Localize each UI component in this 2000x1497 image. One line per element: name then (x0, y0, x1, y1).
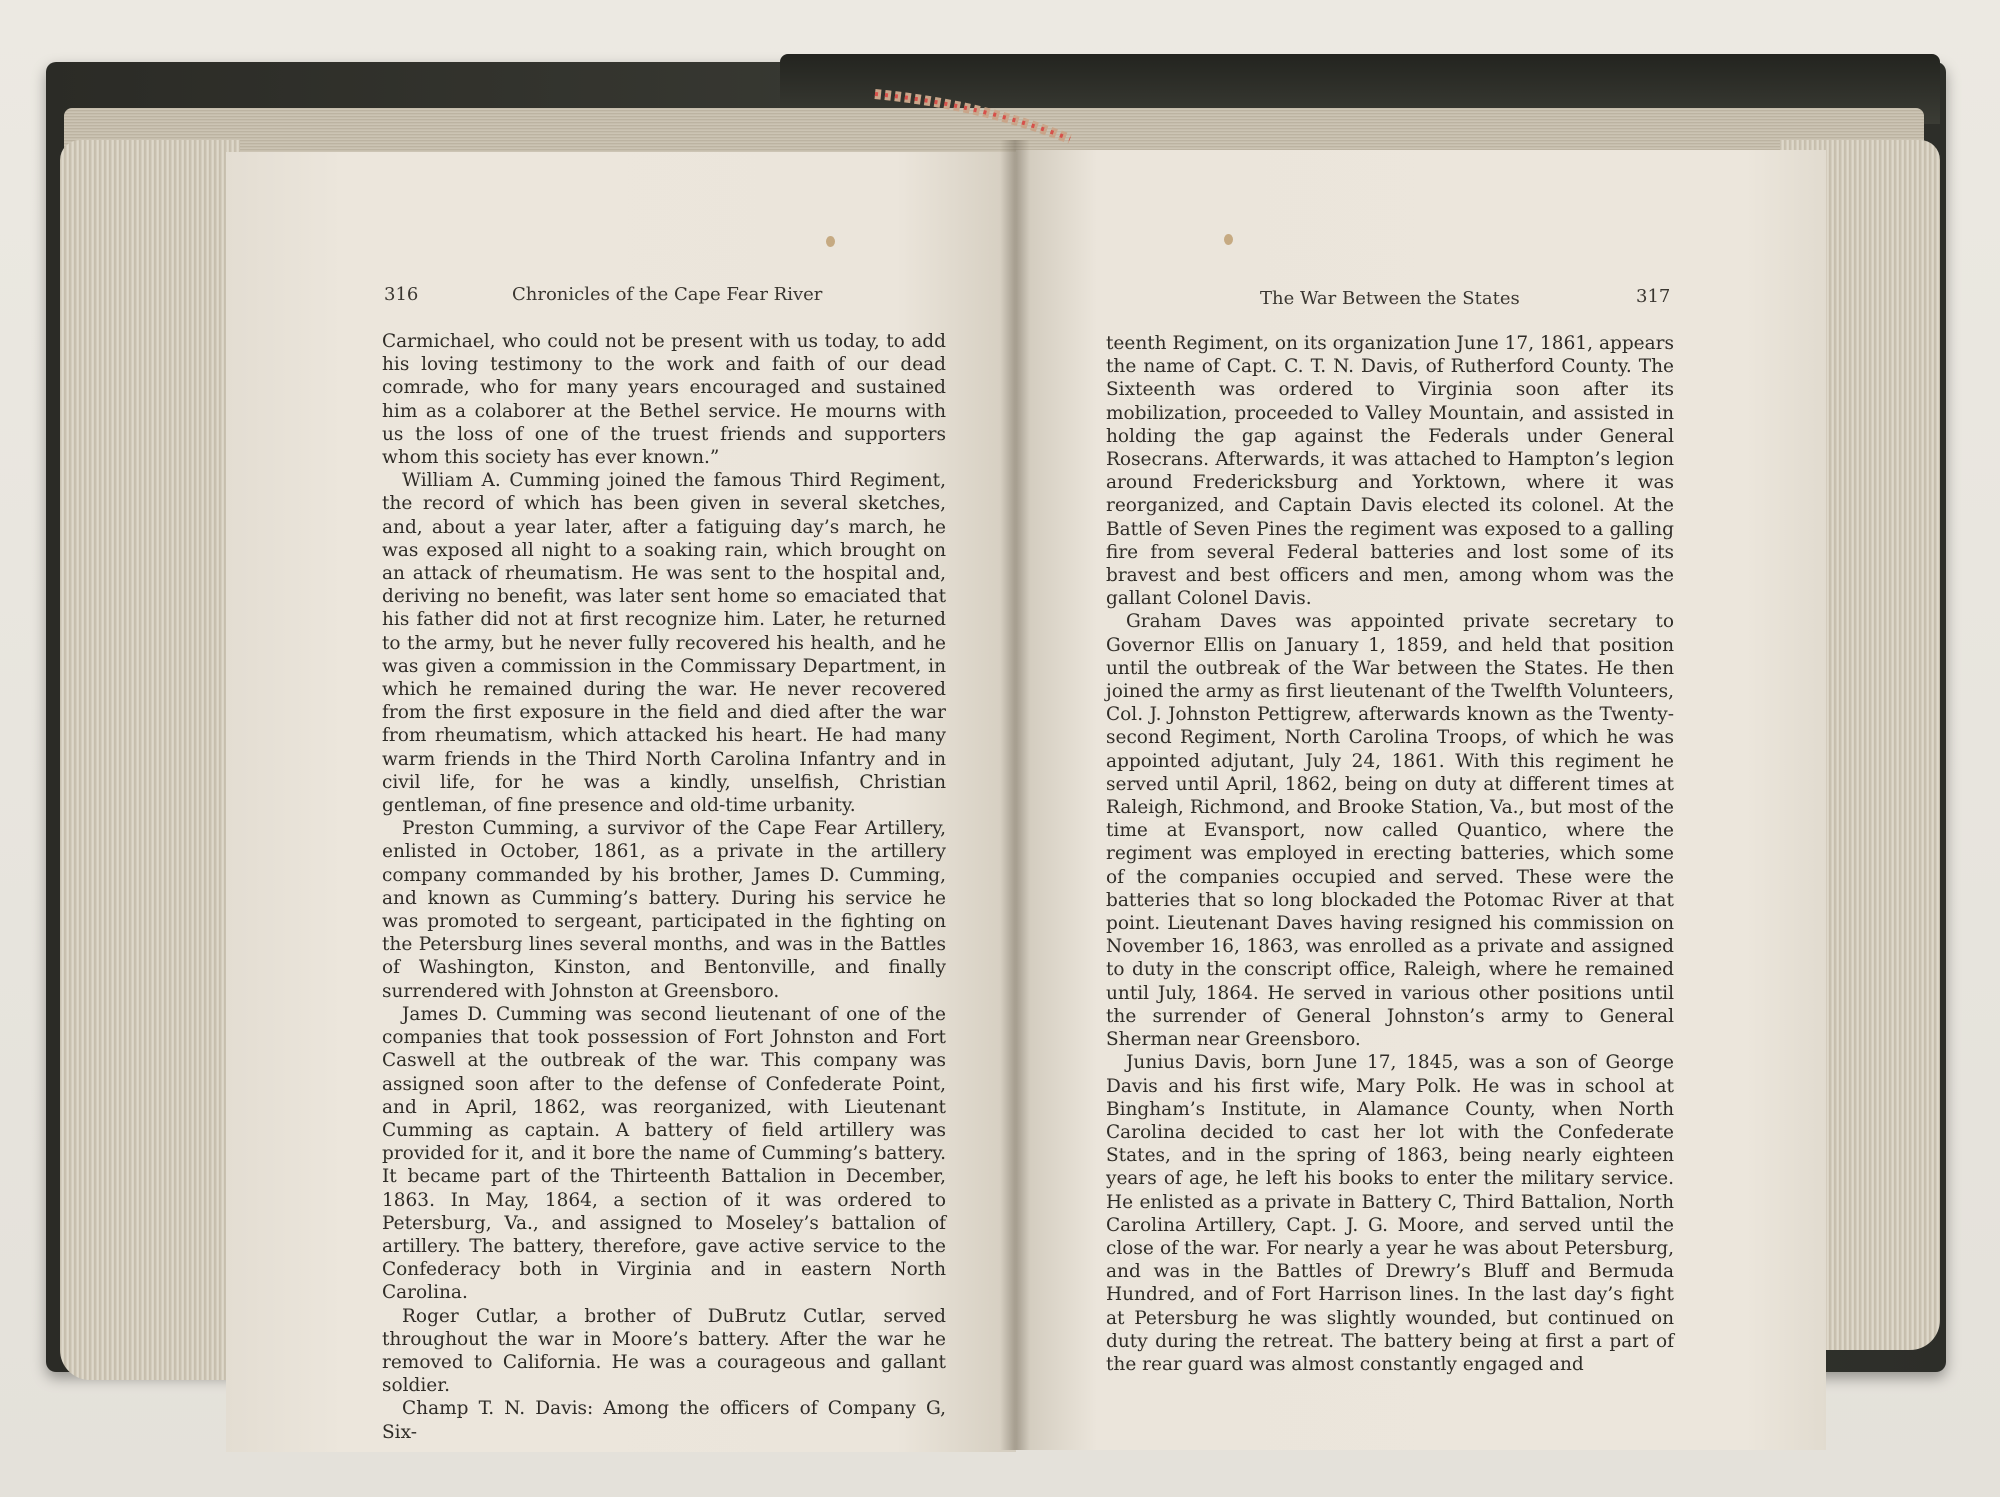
right-page-body (1106, 332, 1674, 1376)
book-gutter (1000, 140, 1030, 1450)
paragraph: Roger Cutlar, a brother of DuBrutz Cutlar, served throughout the war in Moore’s battery. After the war he removed to California. He was a courageous and gallant soldier. (382, 1305, 946, 1397)
left-page-body (382, 330, 946, 1444)
ribbon-bookmark (870, 84, 1090, 144)
paragraph: William A. Cumming joined the famous Third Regiment, the record of which has been given in several sketches, and, about a year later, after a fatiguing day’s march, he was exposed all night to a soaking rain, which brought on an attack of rheumatism. He was sent to the hospital and, deriving no benefit, was later sent home so emaciated that his father did not at first recognize him. Later, he returned to the army, but he never fully recovered his health, and he was given a commission in the Commissary Department, in which he remained during the war. He never recovered from the first exposure in the field and died after the war from rheumatism, which attacked his heart. He had many warm friends in the Third North Carolina Infantry and in civil life, for he was a kindly, unselfish, Christian gentleman, of fine presence and old-time urbanity. (382, 470, 946, 817)
paragraph: Graham Daves was appointed private secretary to Governor Ellis on January 1, 1859, and held that position until the outbreak of the War between the States. He then joined the army as first lieutenant of the Twelfth Volunteers, Col. J. Johnston Pettigrew, afterwards known as the Twenty-second Regiment, North Carolina Troops, of which he was appointed adjutant, July 24, 1861. With this regiment he served until April, 1862, being on duty at different times at Raleigh, Richmond, and Brooke Station, Va., but most of the time at Evansport, now called Quantico, where the regiment was employed in erecting batteries, which some of the companies occupied and served. These were the batteries that so long blockaded the Potomac River at that point. Lieutenant Daves having resigned his commission on November 16, 1863, was enrolled as a private and assigned to duty in the conscript office, Raleigh, where he remained until July, 1864. He served in various other positions until the surrender of General Johnston’s army to General Sherman near Greensboro. (1106, 611, 1674, 1051)
paragraph: Champ T. N. Davis: Among the officers of Company G, Six- (382, 1398, 946, 1443)
paper-spot (1224, 234, 1233, 245)
paragraph: Carmichael, who could not be present with us today, to add his loving testimony to the work and faith of our dead comrade, who for many years encouraged and sustained him as a colaborer at the Bethel service. He mourns with us the loss of one of the truest friends and supporters whom this society has ever known.” (382, 331, 946, 469)
right-running-head: The War Between the States (1260, 288, 1520, 309)
paragraph: James D. Cumming was second lieutenant of one of the companies that took possession of Fort Johnston and Fort Caswell at the outbreak of the war. This company was assigned soon after to the defense of Confederate Point, and in April, 1862, was reorganized, with Lieutenant Cumming as captain. A battery of field artillery was provided for it, and it bore the name of Cumming’s battery. It became part of the Thirteenth Battalion in December, 1863. In May, 1864, a section of it was ordered to Petersburg, Va., and assigned to Moseley’s battalion of artillery. The battery, therefore, gave active service to the Confederacy both in Virginia and in eastern North Carolina. (382, 1003, 946, 1304)
right-page-number: 317 (1636, 286, 1671, 307)
page-stack-left (60, 140, 240, 1380)
left-running-head: Chronicles of the Cape Fear River (512, 284, 823, 305)
paragraph: Preston Cumming, a survivor of the Cape Fear Artillery, enlisted in October, 1861, as a private in the artillery company commanded by his brother, James D. Cumming, and known as Cumming’s battery. During his service he was promoted to sergeant, participated in the fighting on the Petersburg lines several months, and was in the Battles of Washington, Kinston, and Bentonville, and finally surrendered with Johnston at Greensboro. (382, 818, 946, 1002)
paper-spot (826, 236, 835, 247)
paragraph: teenth Regiment, on its organization June 17, 1861, appears the name of Capt. C. T. N. Davis, of Rutherford County. The Sixteenth was ordered to Virginia soon after its mobilization, proceeded to Valley Mountain, and assisted in holding the gap against the Federals under General Rosecrans. Afterwards, it was attached to Hampton’s legion around Fredericksburg and Yorktown, where it was reorganized, and Captain Davis elected its colonel. At the Battle of Seven Pines the regiment was exposed to a galling fire from several Federal batteries and lost some of its bravest and best officers and men, among whom was the gallant Colonel Davis. (1106, 333, 1674, 610)
paragraph: Junius Davis, born June 17, 1845, was a son of George Davis and his first wife, Mary Polk. He was in school at Bingham’s Institute, in Alamance County, when North Carolina decided to cast her lot with the Confederate States, and in the spring of 1863, being nearly eighteen years of age, he left his books to enter the military service. He enlisted as a private in Battery C, Third Battalion, North Carolina Artillery, Capt. J. G. Moore, and served until the close of the war. For nearly a year he was about Petersburg, and was in the Battles of Drewry’s Bluff and Bermuda Hundred, and of Fort Harrison lines. In the last day’s fight at Petersburg he was slightly wounded, but continued on duty during the retreat. The battery being at first a part of the rear guard was almost constantly engaged and (1106, 1052, 1674, 1375)
left-page-number: 316 (384, 284, 419, 305)
